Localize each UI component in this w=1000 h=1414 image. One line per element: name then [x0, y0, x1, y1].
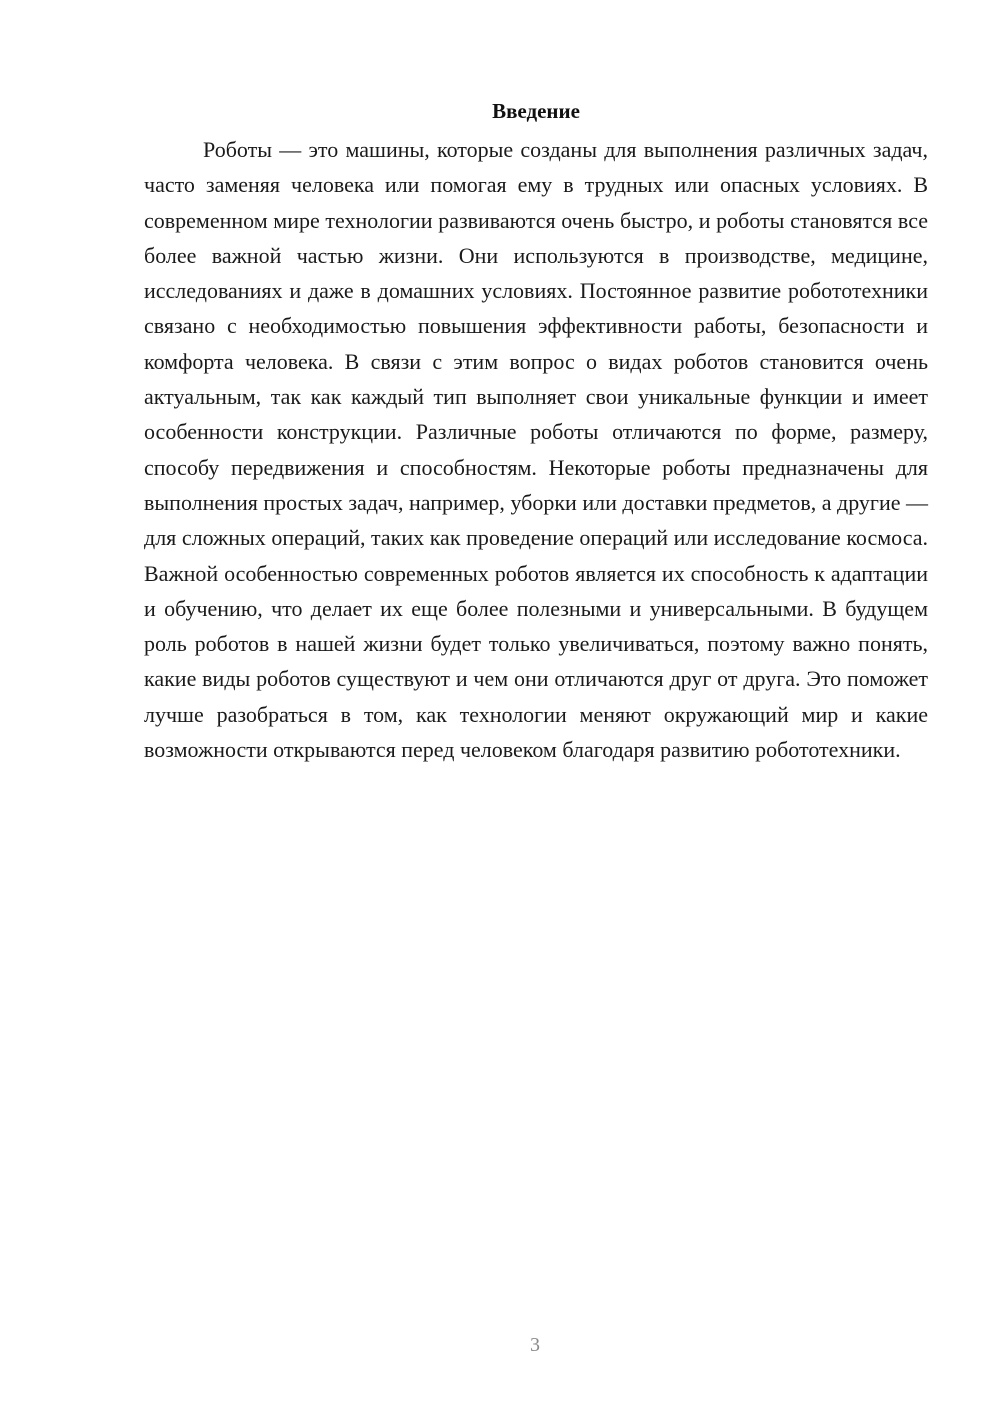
page-content [144, 96, 928, 767]
intro-paragraph: Роботы — это машины, которые созданы для выполнения различных задач, часто заменяя человека или помогая ему в трудных или опасных условиях. В современном мире технологии развиваются очень быстро, и роботы становятся все более важной частью жизни. Они используются в производстве, медицине, исследованиях и даже в домашних условиях. Постоянное развитие робототехники связано с необходимостью повышения эффективности работы, безопасности и комфорта человека. В связи с этим вопрос о видах роботов становится очень актуальным, так как каждый тип выполняет свои уникальные функции и имеет особенности конструкции. Различные роботы отличаются по форме, размеру, способу передвижения и способностям. Некоторые роботы предназначены для выполнения простых задач, например, уборки или доставки предметов, а другие — для сложных операций, таких как проведение операций или исследование космоса. Важной особенностью современных роботов является их способность к адаптации и обучению, что делает их еще более полезными и универсальными. В будущем роль роботов в нашей жизни будет только увеличиваться, поэтому важно понять, какие виды роботов существуют и чем они отличаются друг от друга. Это поможет лучше разобраться в том, как технологии меняют окружающий мир и какие возможности открываются перед человеком благодаря развитию робототехники. [144, 137, 928, 763]
section-title: Введение [492, 99, 580, 123]
page-number: 3 [530, 1334, 540, 1356]
